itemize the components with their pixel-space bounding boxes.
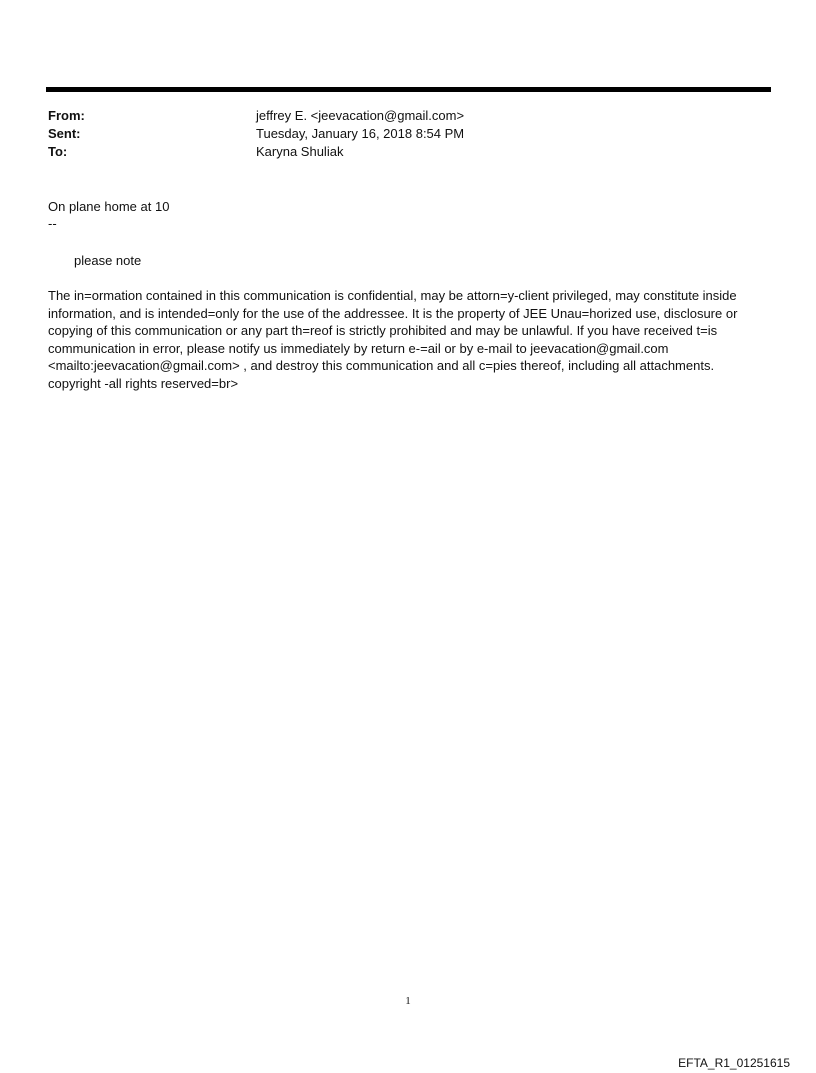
from-value: jeffrey E. <jeevacation@gmail.com> — [256, 108, 465, 123]
sent-value: Tuesday, January 16, 2018 8:54 PM — [256, 126, 465, 141]
header-rule — [46, 87, 771, 92]
from-label: From: — [48, 108, 85, 123]
signature-separator: -- — [48, 216, 57, 231]
bates-number: EFTA_R1_01251615 — [678, 1056, 790, 1070]
page-number: 1 — [405, 995, 411, 1007]
note-line: please note — [74, 253, 142, 268]
message-line: On plane home at 10 — [48, 199, 170, 214]
to-label: To: — [48, 144, 68, 159]
sent-row — [48, 125, 768, 143]
to-row — [48, 143, 768, 161]
to-value: Karyna Shuliak — [256, 144, 344, 159]
sent-label: Sent: — [48, 126, 81, 141]
email-header — [48, 107, 768, 161]
from-row — [48, 107, 768, 125]
confidentiality-disclaimer: The in=ormation contained in this communication is confidential, may be attorn=y-client privileged, may constitute inside information, and is intended=only for the use of the addressee. It is the property of JEE Unau=horized use, disclosure or copying of this communication or any part th=reof is strictly prohibited and may be unlawful. If you have received t=is communication in error, please notify us immediately by return e-=ail or by e-mail to jeevacation@gmail.com <mailto:jeevacation@gmail.com> , and destroy this communication and all c=pies thereof, including all attachments. copyright -all rights reserved=br> — [48, 288, 738, 391]
